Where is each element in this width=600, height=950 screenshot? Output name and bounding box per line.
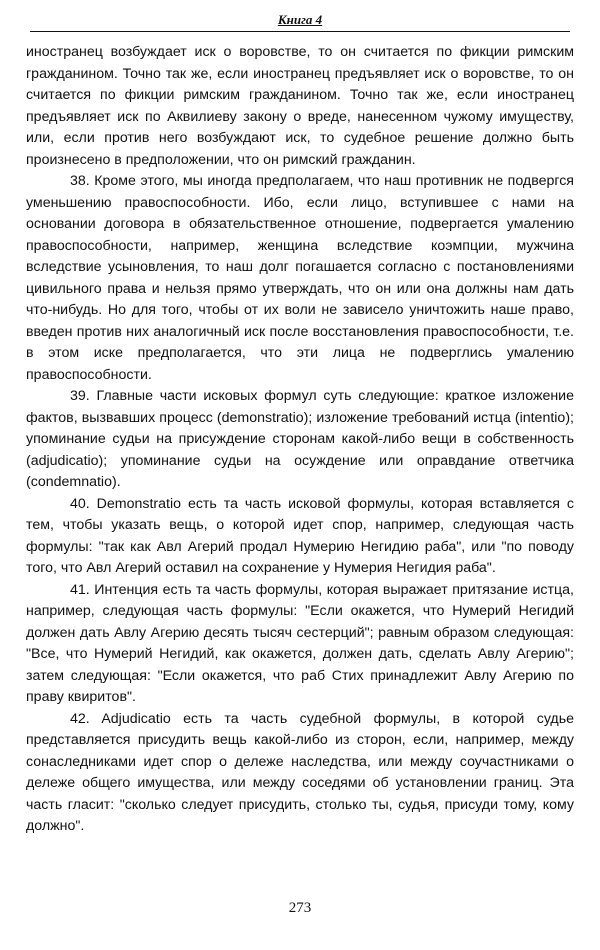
paragraph-38: 38. Кроме этого, мы иногда предполагаем, что наш противник не подвергся уменьшению правоспособности. Ибо, если лицо, вступившее с нами на основании договора в обязательственное отношение, подвергается умалению правоспособности, например, женщина вследствие коэмпции, мужчина вследствие усыновления, то наш долг погашается согласно с постановлениями цивильного права и нельзя прямо утверждать, что он или она должны нам дать что-нибудь. Но для того, чтобы от их воли не зависело уничтожить наше право, введен против них аналогичный иск после восстановления правоспособности, т.е. в этом иске предполагается, что эти лица не подверглись умалению правоспособности.	[26, 173, 574, 383]
paragraph-continuation: иностранец возбуждает иск о воровстве, то он считается по фикции римским гражданином. Точно так же, если иностранец предъявляет иск о воровстве, то он считается по фикции римским гражданином. Точно так же, если иностранец предъявляет иск по Аквилиеву закону о вреде, нанесенном чужому имуществу, или, если против него возбуждают иск, то судебное решение должно быть произнесено в предположении, что он римский гражданин.	[26, 44, 574, 168]
body-text	[26, 42, 574, 838]
running-header	[30, 10, 570, 30]
paragraph-40: 40. Demonstratio есть та часть исковой формулы, которая вставляется с тем, чтобы указать вещь, о которой идет спор, например, следующая часть формулы: "так как Авл Агерий продал Нумерию Негидию раба", или "по поводу того, что Авл Агерий оставил на сохранение у Нумерия Негидия раба".	[26, 495, 574, 576]
page-number: 273	[288, 900, 312, 916]
header-rule	[30, 31, 570, 32]
paragraph-41: 41. Интенция есть та часть формулы, которая выражает притязание истца, например, следующая часть формулы: "Если окажется, что Нумерий Негидий должен дать Авлу Агерию десять тысяч сестерций"; равным образом следующая: "Все, что Нумерий Негидий, как окажется, должен дать, сделать Авлу Агерию"; затем следующая: "Если окажется, что раб Стих принадлежит Авлу Агерию по праву квиритов".	[26, 581, 574, 705]
paragraph-39: 39. Главные части исковых формул суть следующие: краткое изложение фактов, вызвавших процесс (demonstratio); изложение требований истца (intentio); упоминание судьи на присуждение сторонам какой-либо вещи в собственность (adjudicatio); упоминание судьи на осуждение или оправдание ответчика (condemnatio).	[26, 388, 574, 490]
paragraph-42: 42. Adjudicatio есть та часть судебной формулы, в которой судье представляется присудить вещь какой-либо из сторон, если, например, между сонаследниками идет спор о дележе наследства, или между соучастниками о дележе общего имущества, или между соседями об установлении границ. Эта часть гласит: "сколько следует присудить, столько ты, судья, присуди тому, кому должно".	[26, 710, 574, 834]
header-title: Книга 4	[274, 12, 326, 28]
